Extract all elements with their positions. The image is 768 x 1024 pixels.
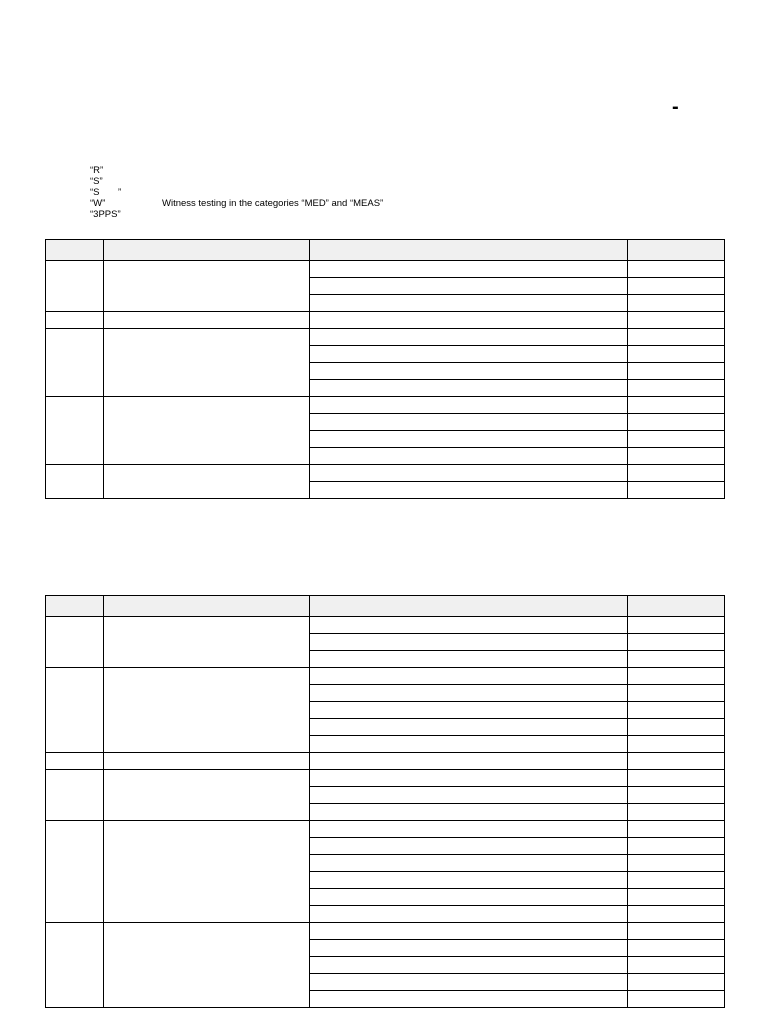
result-cell <box>628 906 725 923</box>
result-cell <box>628 770 725 787</box>
table-body <box>46 617 725 1008</box>
legend-code-r: “R” <box>90 165 104 176</box>
result-cell <box>628 295 725 312</box>
table-row <box>46 397 725 414</box>
item-cell <box>310 346 628 363</box>
group-name-cell <box>104 329 310 397</box>
legend-code-s: “S” <box>90 176 103 187</box>
item-cell <box>310 634 628 651</box>
group-id-cell <box>46 329 104 397</box>
result-cell <box>628 855 725 872</box>
item-cell <box>310 617 628 634</box>
result-cell <box>628 838 725 855</box>
result-cell <box>628 702 725 719</box>
result-cell <box>628 804 725 821</box>
item-cell <box>310 923 628 940</box>
result-cell <box>628 363 725 380</box>
group-id-cell <box>46 617 104 668</box>
item-cell <box>310 380 628 397</box>
result-cell <box>628 974 725 991</box>
result-cell <box>628 787 725 804</box>
result-cell <box>628 634 725 651</box>
group-name-cell <box>104 821 310 923</box>
item-cell <box>310 736 628 753</box>
group-id-cell <box>46 770 104 821</box>
item-cell <box>310 363 628 380</box>
group-name-cell <box>104 923 310 1008</box>
legend-code-3pps: “3PPS” <box>90 209 121 220</box>
result-cell <box>628 719 725 736</box>
group-name-cell <box>104 261 310 312</box>
result-cell <box>628 923 725 940</box>
group-name-cell <box>104 770 310 821</box>
group-name-cell <box>104 617 310 668</box>
legend-description-w: Witness testing in the categories “MED” and “MEAS” <box>162 198 384 209</box>
result-cell <box>628 940 725 957</box>
result-cell <box>628 278 725 295</box>
item-cell <box>310 804 628 821</box>
result-cell <box>628 261 725 278</box>
header-cell <box>310 240 628 261</box>
group-id-cell <box>46 923 104 1008</box>
table-header-row <box>46 240 725 261</box>
table-row <box>46 329 725 346</box>
group-id-cell <box>46 261 104 312</box>
item-cell <box>310 651 628 668</box>
item-cell <box>310 685 628 702</box>
result-cell <box>628 448 725 465</box>
table-row <box>46 821 725 838</box>
result-cell <box>628 957 725 974</box>
table-row <box>46 668 725 685</box>
table-row <box>46 465 725 482</box>
legend-code-w: “W” <box>90 198 106 209</box>
group-name-cell <box>104 465 310 499</box>
legend-code-s-close-quote: ” <box>118 187 122 198</box>
item-cell <box>310 312 628 329</box>
item-cell <box>310 991 628 1008</box>
result-cell <box>628 465 725 482</box>
result-cell <box>628 617 725 634</box>
item-cell <box>310 787 628 804</box>
result-cell <box>628 651 725 668</box>
item-cell <box>310 753 628 770</box>
result-cell <box>628 872 725 889</box>
item-cell <box>310 295 628 312</box>
header-cell <box>628 596 725 617</box>
result-cell <box>628 685 725 702</box>
group-id-cell <box>46 465 104 499</box>
item-cell <box>310 770 628 787</box>
result-cell <box>628 312 725 329</box>
item-cell <box>310 448 628 465</box>
result-cell <box>628 346 725 363</box>
item-cell <box>310 668 628 685</box>
header-cell <box>104 240 310 261</box>
item-cell <box>310 329 628 346</box>
header-dash: - <box>672 96 679 118</box>
result-cell <box>628 668 725 685</box>
group-name-cell <box>104 668 310 753</box>
item-cell <box>310 940 628 957</box>
result-cell <box>628 431 725 448</box>
header-cell <box>310 596 628 617</box>
item-cell <box>310 719 628 736</box>
group-id-cell <box>46 821 104 923</box>
item-cell <box>310 414 628 431</box>
group-name-cell <box>104 753 310 770</box>
item-cell <box>310 821 628 838</box>
item-cell <box>310 702 628 719</box>
item-cell <box>310 397 628 414</box>
item-cell <box>310 465 628 482</box>
legend-code-s-quoted: “S <box>90 187 100 198</box>
item-cell <box>310 906 628 923</box>
group-id-cell <box>46 312 104 329</box>
item-cell <box>310 872 628 889</box>
header-cell <box>46 596 104 617</box>
table-row <box>46 923 725 940</box>
item-cell <box>310 431 628 448</box>
group-id-cell <box>46 668 104 753</box>
result-cell <box>628 414 725 431</box>
item-cell <box>310 957 628 974</box>
item-cell <box>310 278 628 295</box>
result-cell <box>628 380 725 397</box>
table-row <box>46 261 725 278</box>
result-cell <box>628 397 725 414</box>
result-cell <box>628 736 725 753</box>
group-id-cell <box>46 753 104 770</box>
table-row <box>46 617 725 634</box>
item-cell <box>310 974 628 991</box>
item-cell <box>310 482 628 499</box>
table-body <box>46 261 725 499</box>
result-cell <box>628 482 725 499</box>
result-cell <box>628 889 725 906</box>
test-table-2 <box>45 595 725 1008</box>
item-cell <box>310 838 628 855</box>
group-name-cell <box>104 312 310 329</box>
table-header-row <box>46 596 725 617</box>
result-cell <box>628 991 725 1008</box>
result-cell <box>628 329 725 346</box>
test-table-1 <box>45 239 725 499</box>
group-id-cell <box>46 397 104 465</box>
group-name-cell <box>104 397 310 465</box>
header-cell <box>46 240 104 261</box>
item-cell <box>310 261 628 278</box>
result-cell <box>628 821 725 838</box>
header-cell <box>104 596 310 617</box>
table-row <box>46 770 725 787</box>
table-row <box>46 753 725 770</box>
header-cell <box>628 240 725 261</box>
item-cell <box>310 889 628 906</box>
item-cell <box>310 855 628 872</box>
result-cell <box>628 753 725 770</box>
table-row <box>46 312 725 329</box>
